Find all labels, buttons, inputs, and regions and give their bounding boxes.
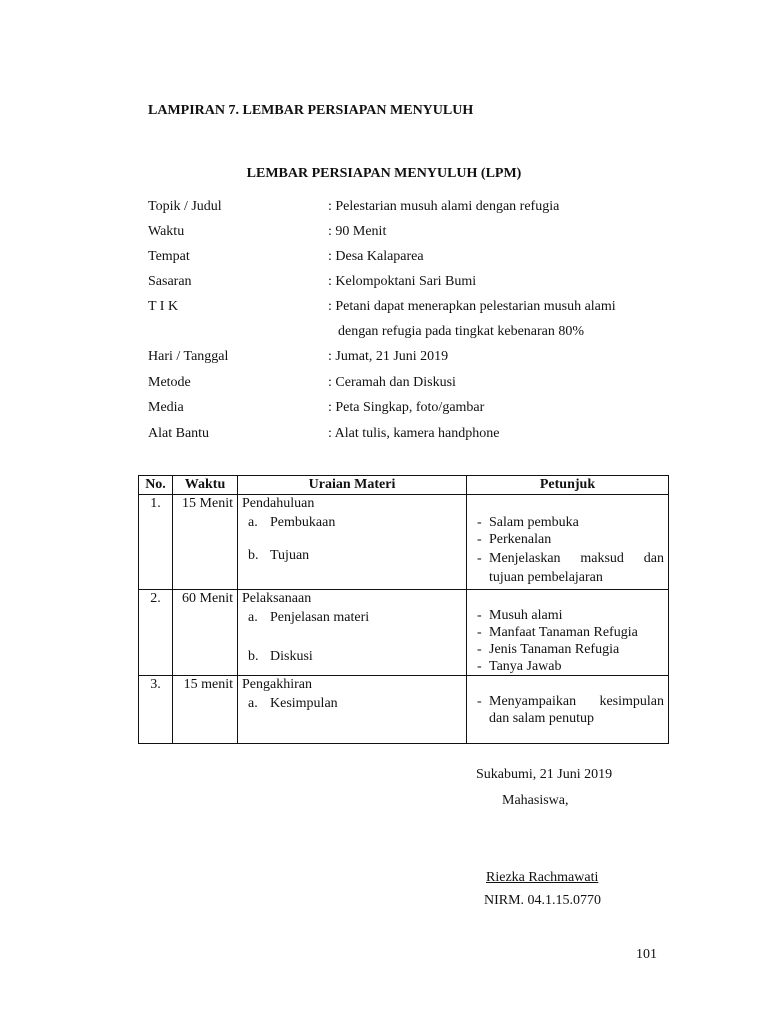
info-label: Hari / Tanggal (148, 349, 229, 364)
row-petunjuk (467, 676, 669, 744)
item-text: Pembukaan (270, 515, 336, 530)
item-marker: b. (248, 649, 259, 664)
info-row-metode (148, 375, 688, 399)
info-label: Media (148, 400, 184, 415)
row-materi (238, 495, 467, 590)
item-marker: a. (248, 696, 258, 711)
petunjuk-item: - Perkenalan (477, 532, 552, 547)
petunjuk-item: - Manfaat Tanaman Refugia (477, 625, 638, 640)
row-number: 1. (139, 495, 173, 590)
row-materi (238, 590, 467, 676)
document-subtitle: LEMBAR PERSIAPAN MENYULUH (LPM) (246, 166, 522, 181)
row-petunjuk (467, 495, 669, 590)
info-value: : Alat tulis, kamera handphone (328, 426, 500, 441)
row-duration: 15 menit (173, 676, 238, 744)
phase-title: Pendahuluan (242, 496, 315, 511)
item-text: Tujuan (270, 548, 310, 563)
info-row-tik (148, 299, 688, 349)
document-title: LAMPIRAN 7. LEMBAR PERSIAPAN MENYULUH (148, 103, 474, 118)
materi-item (242, 514, 462, 531)
petunjuk-item: - Menjelaskan maksud dan (477, 551, 664, 566)
petunjuk-item-continued: tujuan pembelajaran (489, 570, 603, 585)
signature-role: Mahasiswa, (502, 793, 569, 808)
column-header-no: No. (139, 476, 173, 495)
table-row (139, 495, 669, 590)
column-header-uraian: Uraian Materi (238, 476, 467, 495)
info-label: Sasaran (148, 274, 192, 289)
row-materi (238, 676, 467, 744)
activity-table (138, 475, 669, 744)
item-marker: b. (248, 548, 259, 563)
petunjuk-item: - Tanya Jawab (477, 659, 562, 674)
info-row-sasaran (148, 274, 688, 298)
signature-name: Riezka Rachmawati (486, 870, 599, 885)
info-value-continuation: dengan refugia pada tingkat kebenaran 80% (338, 324, 585, 339)
table-row (139, 590, 669, 676)
info-label: Tempat (148, 249, 190, 264)
signature-nirm: NIRM. 04.1.15.0770 (484, 893, 602, 908)
table-header-row (139, 476, 669, 495)
item-marker: a. (248, 515, 258, 530)
info-row-tempat (148, 249, 688, 273)
info-value: : Jumat, 21 Juni 2019 (328, 349, 449, 364)
row-duration: 60 Menit (173, 590, 238, 676)
info-label: Alat Bantu (148, 426, 210, 441)
row-number: 2. (139, 590, 173, 676)
info-value: : Pelestarian musuh alami dengan refugia (328, 199, 560, 214)
info-row-media (148, 400, 688, 424)
info-label: T I K (148, 299, 179, 314)
info-row-alat-bantu (148, 426, 688, 450)
table-row (139, 676, 669, 744)
petunjuk-item: - Musuh alami (477, 608, 563, 623)
info-value: : Ceramah dan Diskusi (328, 375, 456, 390)
info-row-topik (148, 199, 688, 223)
row-number: 3. (139, 676, 173, 744)
info-value: : Desa Kalaparea (328, 249, 424, 264)
row-petunjuk (467, 590, 669, 676)
petunjuk-item-continued: dan salam penutup (489, 711, 594, 726)
materi-item (242, 648, 462, 665)
petunjuk-item: - Salam pembuka (477, 515, 579, 530)
petunjuk-item: - Menyampaikan kesimpulan (477, 694, 664, 709)
phase-title: Pengakhiran (242, 677, 312, 692)
info-label: Waktu (148, 224, 185, 239)
info-row-waktu (148, 224, 688, 248)
petunjuk-item: - Jenis Tanaman Refugia (477, 642, 620, 657)
phase-title: Pelaksanaan (242, 591, 312, 606)
materi-item (242, 547, 462, 564)
item-text: Penjelasan materi (270, 610, 370, 625)
info-value: : Petani dapat menerapkan pelestarian musuh alami (328, 299, 616, 314)
signature-place-date: Sukabumi, 21 Juni 2019 (476, 767, 613, 782)
column-header-petunjuk: Petunjuk (467, 476, 669, 495)
info-label: Metode (148, 375, 191, 390)
row-duration: 15 Menit (173, 495, 238, 590)
info-row-hari-tanggal (148, 349, 688, 373)
item-marker: a. (248, 610, 258, 625)
page-number: 101 (636, 947, 657, 962)
info-value: : Kelompoktani Sari Bumi (328, 274, 477, 289)
materi-item (242, 695, 462, 712)
column-header-waktu: Waktu (173, 476, 238, 495)
info-label: Topik / Judul (148, 199, 222, 214)
item-text: Kesimpulan (270, 696, 338, 711)
materi-item (242, 609, 462, 626)
item-text: Diskusi (270, 649, 313, 664)
info-value: : 90 Menit (328, 224, 387, 239)
info-value: : Peta Singkap, foto/gambar (328, 400, 485, 415)
